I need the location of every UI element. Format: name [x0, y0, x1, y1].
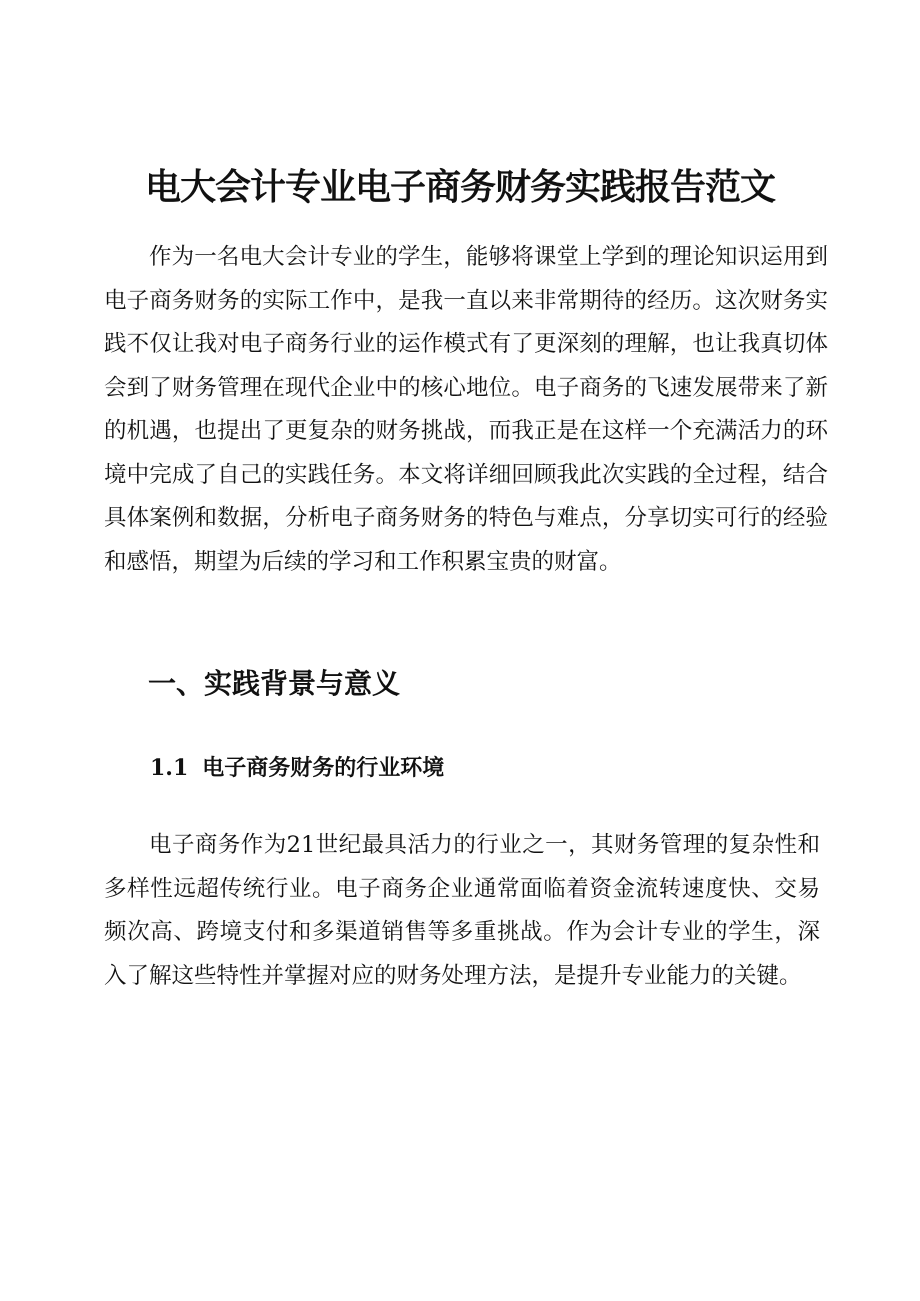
subsection-number: 1.1 — [150, 755, 189, 781]
section-heading: 一、实践背景与意义 — [148, 667, 401, 700]
subsection-title: 电子商务财务的行业环境 — [202, 756, 445, 781]
subsection-paragraph: 电子商务作为21世纪最具活力的行业之一，其财务管理的复杂性和多样性远超传统行业。电子商务企业通常面临着资金流转速度快、交易频次高、跨境支付和多渠道销售等多重挑战。作为会计专业的学生，深入了解这些特性并掌握对应的财务处理方法，是提升专业能力的关键。 — [104, 832, 820, 989]
subsection-heading — [150, 748, 444, 789]
intro-paragraph: 作为一名电大会计专业的学生，能够将课堂上学到的理论知识运用到电子商务财务的实际工作中，是我一直以来非常期待的经历。这次财务实践不仅让我对电子商务行业的运作模式有了更深刻的理解，也让我真切体会到了财务管理在现代企业中的核心地位。电子商务的飞速发展带来了新的机遇，也提出了更复杂的财务挑战，而我正是在这样一个充满活力的环境中完成了自己的实践任务。本文将详细回顾我此次实践的全过程，结合具体案例和数据，分析电子商务财务的特色与难点，分享切实可行的经验和感悟，期望为后续的学习和工作积累宝贵的财富。 — [104, 244, 828, 575]
document-title: 电大会计专业电子商务财务实践报告范文 — [144, 167, 775, 208]
